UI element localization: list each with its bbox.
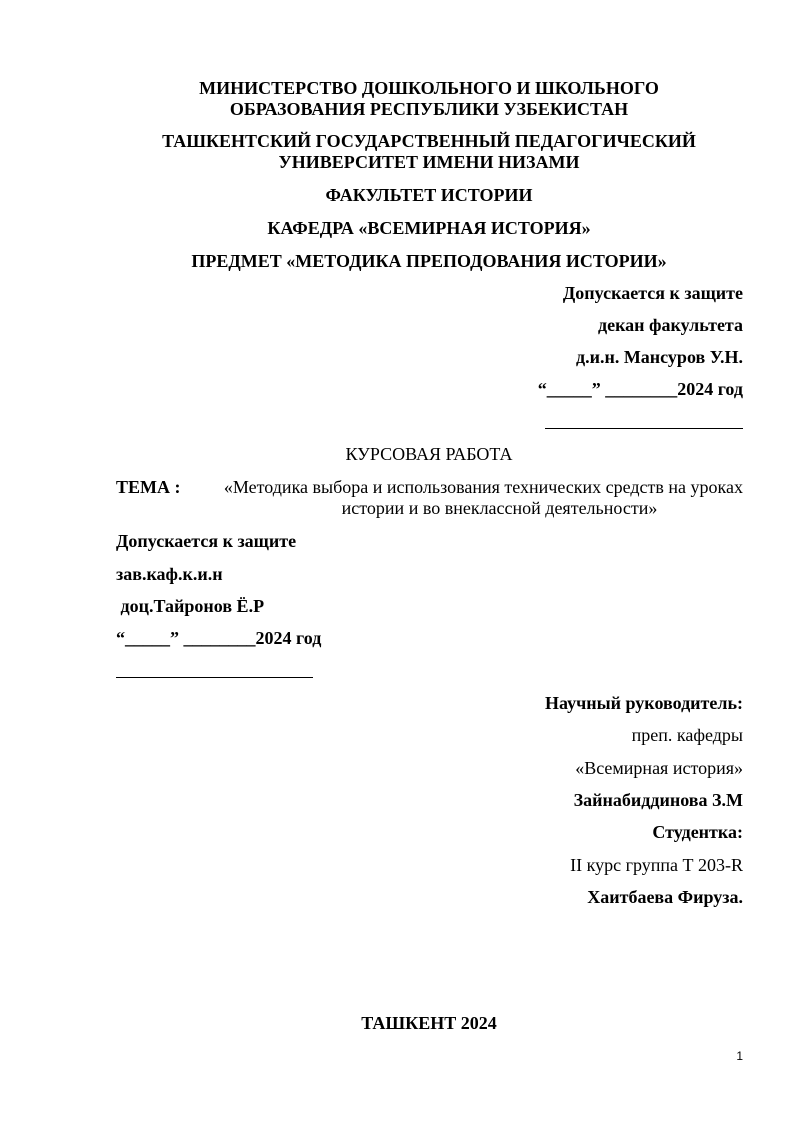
university-line-1: ТАШКЕНТСКИЙ ГОСУДАРСТВЕННЫЙ ПЕДАГОГИЧЕСКИЙ [162, 131, 696, 151]
ministry-heading [0, 78, 800, 120]
city-year: ТАШКЕНТ 2024 [361, 1013, 497, 1033]
work-type: КУРСОВАЯ РАБОТА [345, 444, 513, 464]
head-name: доц.Тайронов Ё.Р [116, 596, 265, 616]
ministry-line-2: ОБРАЗОВАНИЯ РЕСПУБЛИКИ УЗБЕКИСТАН [229, 99, 629, 119]
dean-admitted: Допускается к защите [562, 283, 743, 303]
university-heading [0, 131, 800, 173]
head-date: “_____” ________2024 год [116, 628, 322, 648]
topic-label: ТЕМА : [116, 477, 181, 497]
ministry-line-1: МИНИСТЕРСТВО ДОШКОЛЬНОГО И ШКОЛЬНОГО [199, 78, 659, 98]
supervisor-position: преп. кафедры [631, 725, 743, 745]
student-name: Хаитбаева Фируза. [587, 887, 743, 907]
page-number: 1 [736, 1049, 743, 1063]
topic-first-row [116, 477, 743, 498]
dean-date: “_____” ________2024 год [537, 379, 743, 399]
topic-line-1: «Методика выбора и использования технических средств на уроках [223, 477, 743, 497]
dean-name: д.и.н. Мансуров У.Н. [575, 347, 743, 367]
subject-heading: ПРЕДМЕТ «МЕТОДИКА ПРЕПОДОВАНИЯ ИСТОРИИ» [191, 251, 667, 271]
head-admitted: Допускается к защите [116, 531, 297, 551]
student-label: Студентка: [652, 822, 743, 842]
topic-block [116, 477, 743, 519]
dean-signature-line [545, 428, 743, 429]
head-signature-line [116, 677, 313, 678]
supervisor-department: «Всемирная история» [575, 758, 743, 778]
supervisor-name: Зайнабиддинова З.М [573, 790, 743, 810]
supervisor-label: Научный руководитель: [545, 693, 743, 713]
dean-role: декан факультета [597, 315, 743, 335]
faculty-heading: ФАКУЛЬТЕТ ИСТОРИИ [325, 185, 533, 205]
head-role: зав.каф.к.и.н [116, 564, 223, 584]
university-line-2: УНИВЕРСИТЕТ ИМЕНИ НИЗАМИ [278, 152, 580, 172]
topic-line-2: истории и во внеклассной деятельности» [341, 498, 658, 518]
student-group: II курс группа Т 203-R [570, 855, 743, 875]
department-heading: КАФЕДРА «ВСЕМИРНАЯ ИСТОРИЯ» [267, 218, 591, 238]
